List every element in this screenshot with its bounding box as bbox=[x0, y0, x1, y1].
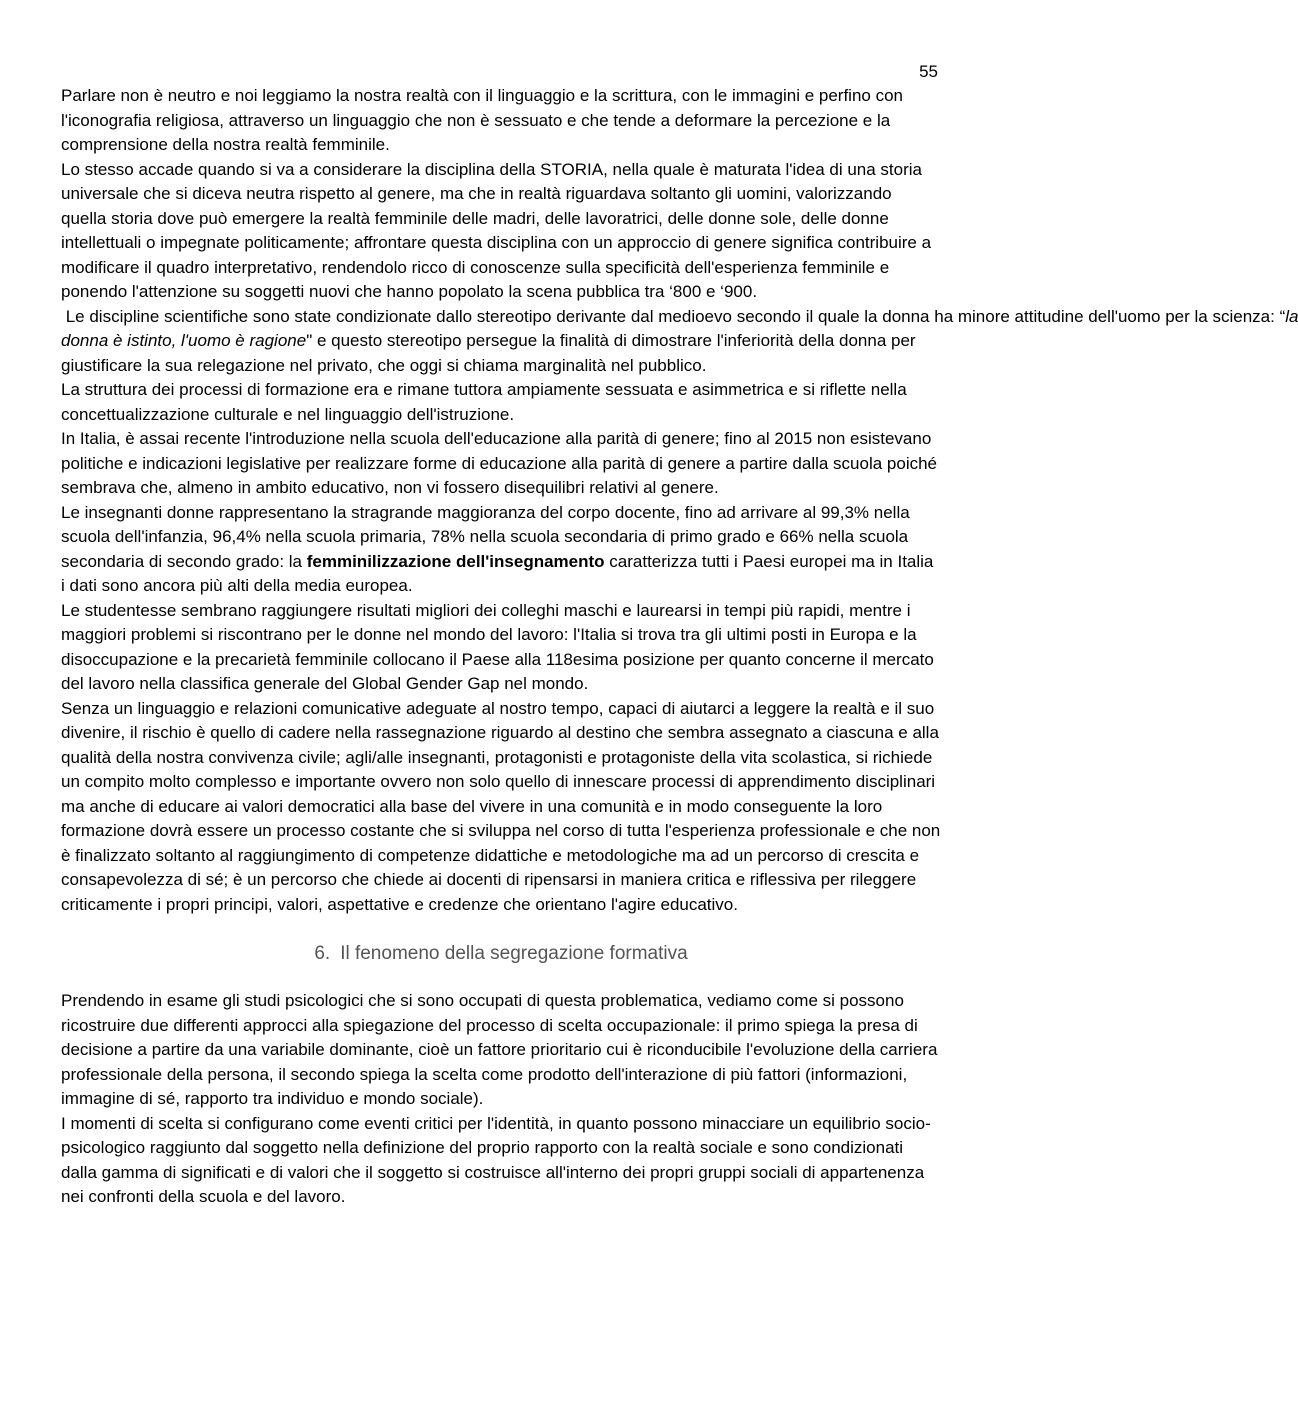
section-number: 6. bbox=[314, 943, 331, 964]
paragraph-studi-psicologici: Prendendo in esame gli studi psicologici che si sono occupati di questa problematica, vediamo come si possono ricostruire due differenti approcci alla spiegazione del processo di scelta occupazionale: il primo spiega la presa di decisione a partire da una variabile dominante, cioè un fattore prioritario cui è riconducibile l'evoluzione della carriera professionale della persona, il secondo spiega la scelta come prodotto dell'interazione di più fattori (informazioni, immagine di sé, rapporto tra individuo e mondo sociale). bbox=[61, 991, 938, 1108]
bold-term: femminilizzazione dell'insegnamento bbox=[306, 551, 605, 571]
page-number: 55 bbox=[919, 62, 938, 81]
paragraph-studentesse: Le studentesse sembrano raggiungere risultati migliori dei colleghi maschi e laurearsi in tempi più rapidi, mentre i maggiori problemi si riscontrano per le donne nel mondo del lavoro: l'Italia si trova tra gli ultimi posti in Europa e la disoccupazione e la precarietà femminile collocano il Paese alla 118esima posizione per quanto concerne il mercato del lavoro nella classifica generale del Global Gender Gap nel mondo. bbox=[61, 600, 934, 693]
paragraph-italia-parita: In Italia, è assai recente l'introduzione nella scuola dell'educazione alla parità di genere; fino al 2015 non esistevano politiche e indicazioni legislative per realizzare forme di educazione alla parità di genere a partire dalla scuola poiché sembrava che, almeno in ambito educativo, non vi fossero disequilibri relativi al genere. bbox=[61, 429, 938, 497]
paragraph-text: " e questo stereotipo persegue la finalità di dimostrare l'inferiorità della donna per giustificare la sua relegazione nel privato, che oggi si chiama marginalità nel pubblico. bbox=[61, 331, 916, 375]
section-title: Il fenomeno della segregazione formativa bbox=[340, 943, 688, 964]
paragraph-text: Le discipline scientifiche sono state condizionate dallo stereotipo derivante dal medioevo secondo il quale la donna ha minore attitudine dell'uomo per la scienza: “ bbox=[61, 306, 1286, 326]
paragraph-linguaggio: Parlare non è neutro e noi leggiamo la nostra realtà con il linguaggio e la scrittura, con le immagini e perfino con l'iconografia religiosa, attraverso un linguaggio che non è sessuato e che tende a deformare la percezione e la comprensione della nostra realtà femminile. bbox=[61, 86, 903, 154]
paragraph-storia: Lo stesso accade quando si va a considerare la disciplina della STORIA, nella quale è maturata l'idea di una storia universale che si diceva neutra rispetto al genere, ma che in realtà riguardava soltanto gli uomini, valorizzando quella storia dove può emergere la realtà femminile delle madri, delle lavoratrici, delle donne sole, delle donne intellettuali o impegnate politicamente; affrontare questa disciplina con un approccio di genere significa contribuire a modificare il quadro interpretativo, rendendolo ricco di conoscenze sulla specificità dell'esperienza femminile e ponendo l'attenzione su soggetti nuovi che hanno popolato la scena pubblica tra ‘800 e ‘900. bbox=[61, 159, 932, 301]
paragraph-text: caratterizza tutti i Paesi europei ma in Italia i dati sono ancora più alti della media europea. bbox=[61, 551, 934, 595]
paragraph-text: Le insegnanti donne rappresentano la stragrande maggioranza del corpo docente, fino ad arrivare al 99,3% nella scuola dell'infanzia, 96,4% nella scuola primaria, 78% nella scuola secondaria di primo grado e 66% nella scuola secondaria di secondo grado: la bbox=[61, 502, 910, 571]
paragraph-struttura-formazione: La struttura dei processi di formazione era e rimane tuttora ampiamente sessuata e asimmetrica e si riflette nella concettualizzazione culturale e nel linguaggio dell'istruzione. bbox=[61, 380, 907, 424]
paragraph-insegnanti-donne bbox=[61, 501, 941, 599]
document-body bbox=[61, 84, 1298, 1210]
paragraph-discipline-scientifiche bbox=[61, 305, 1298, 379]
italic-quote: la donna è istinto, l'uomo è ragione bbox=[61, 306, 1298, 350]
paragraph-momenti-scelta: I momenti di scelta si configurano come eventi critici per l'identità, in quanto possono minacciare un equilibrio socio-psicologico raggiunto dal soggetto nella definizione del proprio rapporto con la realtà sociale e sono condizionati dalla gamma di significati e di valori che il soggetto si costruisce all'interno dei propri gruppi sociali di appartenenza nei confronti della scuola e del lavoro. bbox=[61, 1113, 931, 1206]
section-heading bbox=[61, 941, 941, 967]
paragraph-linguaggio-relazioni: Senza un linguaggio e relazioni comunicative adeguate al nostro tempo, capaci di aiutarci a leggere la realtà e il suo divenire, il rischio è quello di cadere nella rassegnazione riguardo al destino che sembra assegnato a ciascuna e alla qualità della nostra convivenza civile; agli/alle insegnanti, protagonisti e protagoniste della vita scolastica, si richiede un compito molto complesso e importante ovvero non solo quello di innescare processi di apprendimento disciplinari ma anche di educare ai valori democratici alla base del vivere in una comunità e in modo conseguente la loro formazione dovrà essere un processo costante che si sviluppa nel corso di tutta l'esperienza professionale e che non è finalizzato soltanto al raggiungimento di competenze didattiche e metodologiche ma ad un percorso di crescita e consapevolezza di sé; è un percorso che chiede ai docenti di ripensarsi in maniera critica e riflessiva per rileggere criticamente i propri principi, valori, aspettative e credenze che orientano l'agire educativo. bbox=[61, 698, 941, 914]
